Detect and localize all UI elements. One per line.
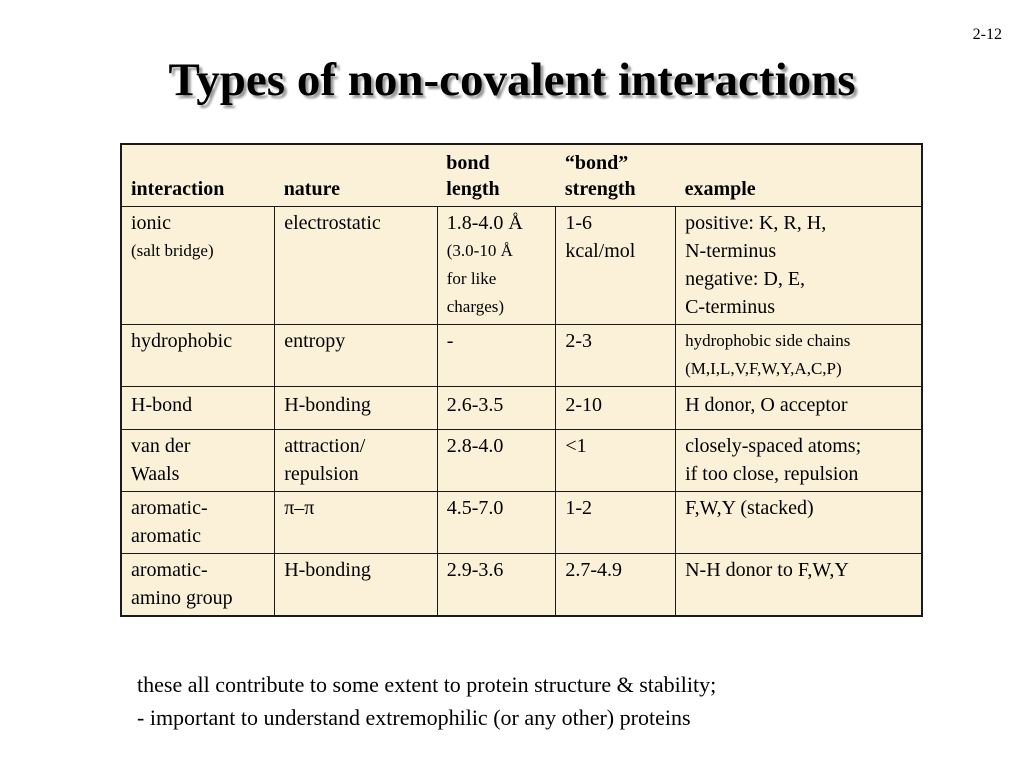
cell-interaction: van der Waals [121,430,275,492]
cell-example: N-H donor to F,W,Y [676,554,922,617]
table-row-hydrophobic [121,325,922,387]
cell-bond-strength: 1-6 kcal/mol [556,207,676,325]
cell-interaction: H-bond [121,387,275,430]
cell-nature: H-bonding [275,554,438,617]
cell-bond-length: 2.6-3.5 [437,387,556,430]
interactions-table [120,143,923,617]
cell-bond-strength: 2-3 [556,325,676,387]
cell-bond-length: 2.9-3.6 [437,554,556,617]
table-row-aromatic-aromatic [121,492,922,554]
cell-nature: H-bonding [275,387,438,430]
cell-bond-strength: 2.7-4.9 [556,554,676,617]
cell-bond-length: 4.5-7.0 [437,492,556,554]
cell-interaction: hydrophobic [121,325,275,387]
cell-bond-strength: 2-10 [556,387,676,430]
cell-example: F,W,Y (stacked) [676,492,922,554]
slide-title: Types of non-covalent interactions [168,54,856,106]
cell-bond-length: 1.8-4.0 Å (3.0-10 Å for like charges) [437,207,556,325]
footer-note [137,668,716,734]
header-bond-strength: “bond” strength [556,144,676,207]
table-header-row [121,144,922,207]
cell-example: H donor, O acceptor [676,387,922,430]
cell-example: closely-spaced atoms; if too close, repulsion [676,430,922,492]
header-nature: nature [275,144,438,207]
cell-bond-strength: 1-2 [556,492,676,554]
cell-interaction: aromatic- aromatic [121,492,275,554]
cell-interaction: ionic (salt bridge) [121,207,275,325]
table-row-van-der-waals [121,430,922,492]
table-row-h-bond [121,387,922,430]
cell-nature: attraction/ repulsion [275,430,438,492]
table-row-aromatic-amino-group [121,554,922,617]
header-bond-length: bond length [437,144,556,207]
footer-line-1: these all contribute to some extent to protein structure & stability; [137,672,717,697]
cell-nature: entropy [275,325,438,387]
header-interaction: interaction [121,144,275,207]
cell-example: hydrophobic side chains (M,I,L,V,F,W,Y,A,C,P) [676,325,922,387]
cell-nature: electrostatic [275,207,438,325]
cell-bond-length: 2.8-4.0 [437,430,556,492]
slide-number: 2-12 [972,26,1002,43]
cell-nature: π–π [275,492,438,554]
cell-example: positive: K, R, H, N-terminus negative: D, E, C-terminus [676,207,922,325]
cell-bond-length: - [437,325,556,387]
footer-line-2: - important to understand extremophilic (or any other) proteins [137,705,691,730]
table-row-ionic [121,207,922,325]
header-example: example [676,144,922,207]
cell-interaction: aromatic- amino group [121,554,275,617]
cell-bond-strength: <1 [556,430,676,492]
